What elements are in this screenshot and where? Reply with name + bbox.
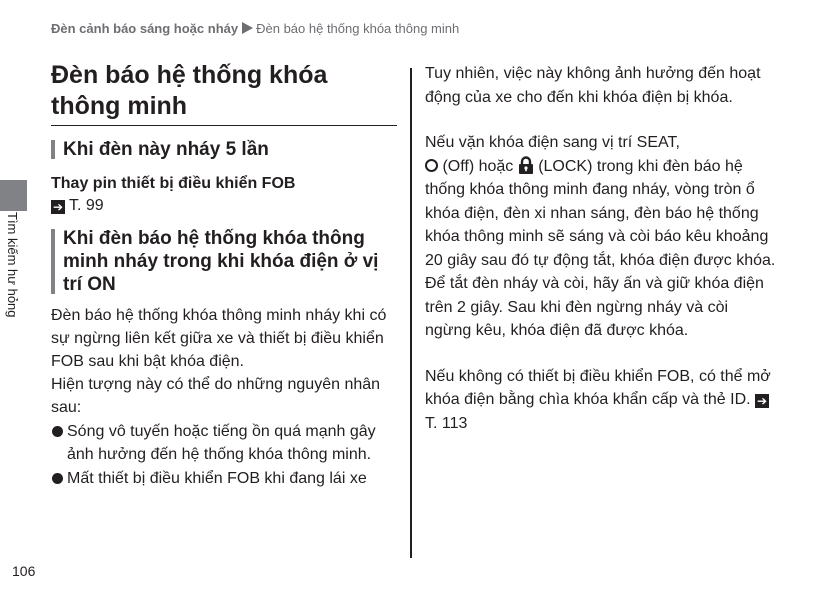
section-tab-marker [0, 180, 27, 211]
side-section-label: Tìm kiếm hư hỏng [5, 212, 20, 318]
right-triangle-icon [242, 22, 253, 34]
body-text: Nếu vặn khóa điện sang vị trí SEAT, [425, 134, 680, 151]
right-column [425, 62, 777, 435]
bullet-icon [52, 473, 63, 484]
breadcrumb [51, 21, 459, 36]
page-reference-icon: ➔ [52, 200, 64, 214]
left-column [51, 60, 397, 490]
bullet-icon [52, 426, 63, 437]
column-divider [410, 68, 412, 558]
body-text: Nếu không có thiết bị điều khiển FOB, có thể mở khóa điện bằng chìa khóa khẩn cấp và thẻ ID. [425, 367, 771, 408]
body-paragraph: Hiện tượng này có thể do những nguyên nhân sau: [51, 376, 381, 416]
page-reference[interactable] [51, 195, 397, 217]
body-paragraph: Đèn báo hệ thống khóa thông minh nháy khi có sự ngừng liên kết giữa xe và thiết bị điều khiển FOB sau khi bật khóa điện. [51, 307, 387, 370]
page-reference-text: T. 113 [425, 414, 468, 432]
page-reference-icon: ➔ [756, 394, 768, 408]
battery-instruction: Thay pin thiết bị điều khiển FOB [51, 175, 296, 192]
section-heading-blink: Khi đèn này nháy 5 lần [51, 138, 397, 161]
body-paragraph: Để tắt đèn nháy và còi, hãy ấn và giữ khóa điện trên 2 giây. Sau khi đèn ngừng nháy và còi ngừng kêu, khóa điện đã được khóa. [425, 275, 764, 339]
body-paragraph [425, 131, 777, 272]
list-item [51, 420, 397, 466]
list-item-text: Mất thiết bị điều khiển FOB khi đang lái xe [67, 470, 367, 487]
page-title: Đèn báo hệ thống khóa thông minh [51, 60, 397, 126]
padlock-icon [518, 156, 534, 174]
body-paragraph [425, 365, 777, 436]
breadcrumb-current: Đèn báo hệ thống khóa thông minh [256, 21, 460, 36]
section-heading-ignition-on: Khi đèn báo hệ thống khóa thông minh nháy trong khi khóa điện ở vị trí ON [51, 227, 397, 296]
list-item [51, 467, 397, 490]
list-item-text: Sóng vô tuyến hoặc tiếng ồn quá mạnh gây ảnh hưởng đến hệ thống khóa thông minh. [67, 423, 376, 463]
body-text: (LOCK) trong khi đèn báo hệ thống khóa thông minh đang nháy, vòng tròn ổ khóa điện, đèn xi nhan sáng, đèn báo hệ thống khóa thông minh sẽ sáng và còi báo kêu khoảng 20 giây sau đó tự động tắt, khóa điện được khóa. [425, 157, 776, 269]
off-circle-icon [425, 159, 438, 172]
breadcrumb-section: Đèn cảnh báo sáng hoặc nháy [51, 21, 239, 36]
body-paragraph: Tuy nhiên, việc này không ảnh hưởng đến hoạt động của xe cho đến khi khóa điện bị khóa. [425, 65, 761, 106]
page-reference-text: T. 99 [69, 197, 104, 214]
body-text: (Off) hoặc [442, 157, 514, 175]
cause-list [51, 420, 397, 490]
page-number: 106 [12, 563, 36, 579]
